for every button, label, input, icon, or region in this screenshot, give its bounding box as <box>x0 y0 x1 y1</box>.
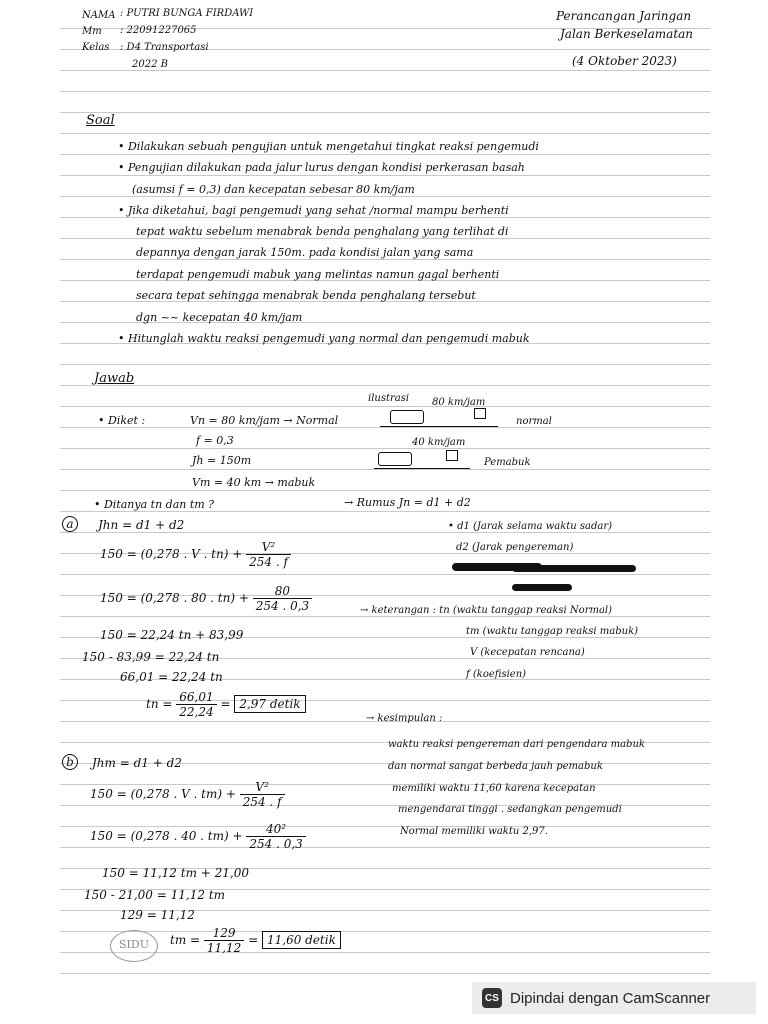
camscanner-logo-icon: CS <box>482 988 502 1008</box>
tm-note: tm (waktu tanggap reaksi mabuk) <box>466 626 639 637</box>
diket-f: f = 0,3 <box>196 434 234 447</box>
soal-line: (asumsi f = 0,3) dan kecepatan sebesar 80 km/jam <box>132 183 415 196</box>
fraction <box>204 926 244 955</box>
kesimpulan-line: mengendarai tinggi . sedangkan pengemudi <box>398 804 622 815</box>
eq-b-2 <box>90 780 285 809</box>
diket-label: • Diket : <box>98 414 146 427</box>
kesimpulan-line: memiliki waktu 11,60 karena kecepatan <box>392 783 596 794</box>
numerator: 80 <box>253 584 312 599</box>
car-icon <box>378 452 412 466</box>
eq-a-3 <box>100 584 312 613</box>
eq-a-1: Jhn = d1 + d2 <box>98 518 185 532</box>
diket-vm: Vm = 40 km → mabuk <box>192 476 316 489</box>
denominator: 254 . f <box>242 795 282 809</box>
scribble-out <box>512 565 636 572</box>
eq-b-6: 129 = 11,12 <box>120 908 195 922</box>
fraction <box>176 690 216 719</box>
kesimpulan-line: waktu reaksi pengereman dari pengendara mabuk <box>388 739 645 750</box>
soal-line: terdapat pengemudi mabuk yang melintas namun gagal berhenti <box>136 268 500 281</box>
nim-label: Mm <box>82 26 102 37</box>
answer-box-a: 2,97 detik <box>234 695 305 713</box>
soal-title: Soal <box>86 113 115 128</box>
soal-line: • Hitunglah waktu reaksi pengemudi yang normal dan pengemudi mabuk <box>118 332 530 345</box>
kelas-value: : D4 Transportasi <box>120 42 209 53</box>
numerator: 40² <box>246 822 305 837</box>
denominator: 11,12 <box>206 941 242 955</box>
eq-a-5: 150 - 83,99 = 22,24 tn <box>82 650 220 664</box>
soal-line: secara tepat sehingga menabrak benda penghalang tersebut <box>136 289 476 302</box>
eq-a-6: 66,01 = 22,24 tn <box>120 670 223 684</box>
angkatan: 2022 B <box>132 59 168 70</box>
camscanner-text: Dipindai dengan CamScanner <box>510 989 711 1007</box>
kesimpulan-line: Normal memiliki waktu 2,97. <box>400 826 548 837</box>
eq-b-4: 150 = 11,12 tm + 21,00 <box>102 866 249 880</box>
fraction <box>240 780 285 809</box>
normal-label: normal <box>516 416 552 427</box>
kesimpulan-line: dan normal sangat berbeda jauh pemabuk <box>388 761 603 772</box>
car-icon <box>390 410 424 424</box>
soal-line: • Pengujian dilakukan pada jalur lurus dengan kondisi perkerasan basah <box>118 161 525 174</box>
soal-line: tepat waktu sebelum menabrak benda penghalang yang terlihat di <box>136 225 509 238</box>
f-note: f (koefisien) <box>466 669 527 680</box>
d1-note: • d1 (Jarak selama waktu sadar) <box>448 521 613 532</box>
sidu-stamp: SIDU <box>110 930 158 962</box>
eq-b-1: Jhm = d1 + d2 <box>92 756 182 770</box>
eq-b-3-left: 150 = (0,278 . 40 . tm) + <box>90 829 243 843</box>
road-line <box>380 426 498 427</box>
soal-line: • Dilakukan sebuah pengujian untuk mengetahui tingkat reaksi pengemudi <box>118 140 539 153</box>
diket-vn: Vn = 80 km/jam → Normal <box>190 414 339 427</box>
rumus: → Rumus Jn = d1 + d2 <box>344 496 471 509</box>
nim-value: : 22091227065 <box>120 25 197 36</box>
keterangan: → keterangan : tn (waktu tanggap reaksi Normal) <box>360 605 613 616</box>
jawab-title: Jawab <box>94 371 135 386</box>
eq-b-2-left: 150 = (0,278 . V . tm) + <box>90 787 236 801</box>
eq-b-7-left: tm = <box>170 933 201 947</box>
v-note: V (kecepatan rencana) <box>470 647 585 658</box>
part-b-marker: b <box>62 754 78 770</box>
obstacle-icon <box>446 450 458 461</box>
diket-jh: Jh = 150m <box>192 454 252 467</box>
eq-a-3-left: 150 = (0,278 . 80 . tn) + <box>100 591 249 605</box>
numerator: V² <box>240 780 285 795</box>
soal-line: depannya dengan jarak 150m. pada kondisi jalan yang sama <box>136 246 474 259</box>
speed-normal: 80 km/jam <box>432 397 486 408</box>
denominator: 22,24 <box>179 705 214 719</box>
numerator: 66,01 <box>176 690 216 705</box>
scribble-out <box>512 584 572 591</box>
obstacle-icon <box>474 408 486 419</box>
eq-b-5: 150 - 21,00 = 11,12 tm <box>84 888 225 902</box>
part-a-marker: a <box>62 516 78 532</box>
denominator: 254 . f <box>249 555 288 569</box>
numerator: 129 <box>204 926 244 941</box>
eq-a-7 <box>146 690 306 719</box>
answer-box-b: 11,60 detik <box>262 931 341 949</box>
equals: = <box>220 697 231 711</box>
kesimpulan-label: → kesimpulan : <box>366 713 443 724</box>
nama-label: NAMA <box>82 10 116 21</box>
eq-b-3 <box>90 822 306 851</box>
course-title-1: Perancangan Jaringan <box>556 9 692 23</box>
speed-mabuk: 40 km/jam <box>412 437 466 448</box>
ditanya: • Ditanya tn dan tm ? <box>94 498 215 511</box>
equals: = <box>248 933 259 947</box>
camscanner-watermark <box>472 982 756 1014</box>
soal-line: • Jika diketahui, bagi pengemudi yang sehat /normal mampu berhenti <box>118 204 509 217</box>
eq-a-2 <box>100 540 291 569</box>
kelas-label: Kelas <box>82 42 110 53</box>
eq-b-7 <box>170 926 341 955</box>
ilustrasi-label: ilustrasi <box>368 393 410 404</box>
numerator: V² <box>246 540 291 555</box>
date: (4 Oktober 2023) <box>572 54 677 68</box>
denominator: 254 . 0,3 <box>249 837 303 851</box>
road-line <box>374 468 470 469</box>
denominator: 254 . 0,3 <box>255 599 310 613</box>
fraction <box>246 822 305 851</box>
eq-a-7-left: tn = <box>146 697 173 711</box>
d2-note: d2 (Jarak pengereman) <box>456 542 574 553</box>
eq-a-2-left: 150 = (0,278 . V . tn) + <box>100 547 243 561</box>
soal-line: dgn ~~ kecepatan 40 km/jam <box>136 311 303 324</box>
course-title-2: Jalan Berkeselamatan <box>560 27 694 41</box>
fraction <box>246 540 291 569</box>
fraction <box>253 584 312 613</box>
nama-value: : PUTRI BUNGA FIRDAWI <box>120 8 254 19</box>
eq-a-4: 150 = 22,24 tn + 83,99 <box>100 628 244 642</box>
pemabuk-label: Pemabuk <box>484 457 531 468</box>
